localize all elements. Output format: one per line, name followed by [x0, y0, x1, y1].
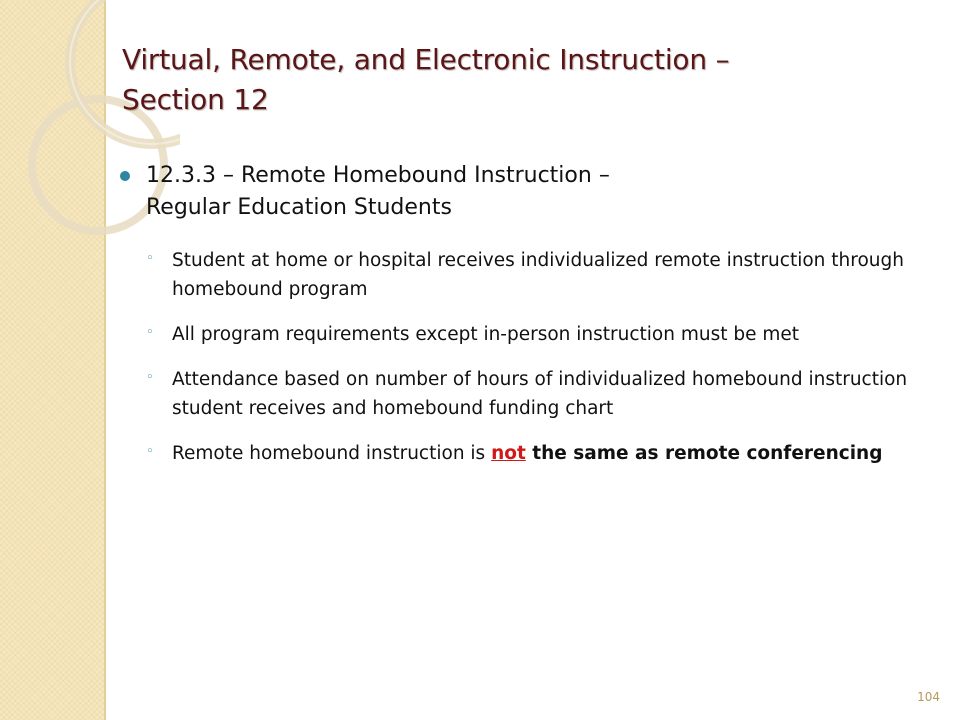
main-bullet-line-2: Regular Education Students: [146, 195, 452, 220]
sub-bullet: [120, 246, 942, 304]
emphasis-not: not: [491, 443, 526, 464]
sub-bullet-text: Attendance based on number of hours of individualized homebound instruction student receives and homebound funding chart: [172, 369, 908, 419]
last-bullet-prefix: Remote homebound instruction is: [172, 443, 492, 464]
ring-bullet-icon: ◦: [146, 251, 154, 266]
bullet-dot-icon: [120, 171, 130, 181]
ring-bullet-icon: ◦: [146, 325, 154, 340]
title-line-1: Virtual, Remote, and Electronic Instruction –: [122, 43, 730, 76]
ring-bullet-icon: ◦: [146, 444, 154, 459]
sub-bullet: [120, 320, 942, 349]
main-bullet-line-1: 12.3.3 – Remote Homebound Instruction –: [146, 163, 610, 188]
ring-bullet-icon: ◦: [146, 370, 154, 385]
sub-bullet-last: [120, 439, 942, 468]
sub-bullet-text: Student at home or hospital receives individualized remote instruction through homebound program: [172, 250, 904, 300]
main-bullet: [120, 160, 940, 224]
sub-bullet: [120, 365, 942, 423]
content-area: [120, 160, 940, 484]
sub-bullet-text: All program requirements except in-person instruction must be met: [172, 324, 800, 345]
last-bullet-suffix: the same as remote conferencing: [525, 443, 883, 464]
slide-title: [122, 40, 922, 120]
page-number: 104: [917, 690, 940, 704]
title-line-2: Section 12: [122, 83, 269, 116]
